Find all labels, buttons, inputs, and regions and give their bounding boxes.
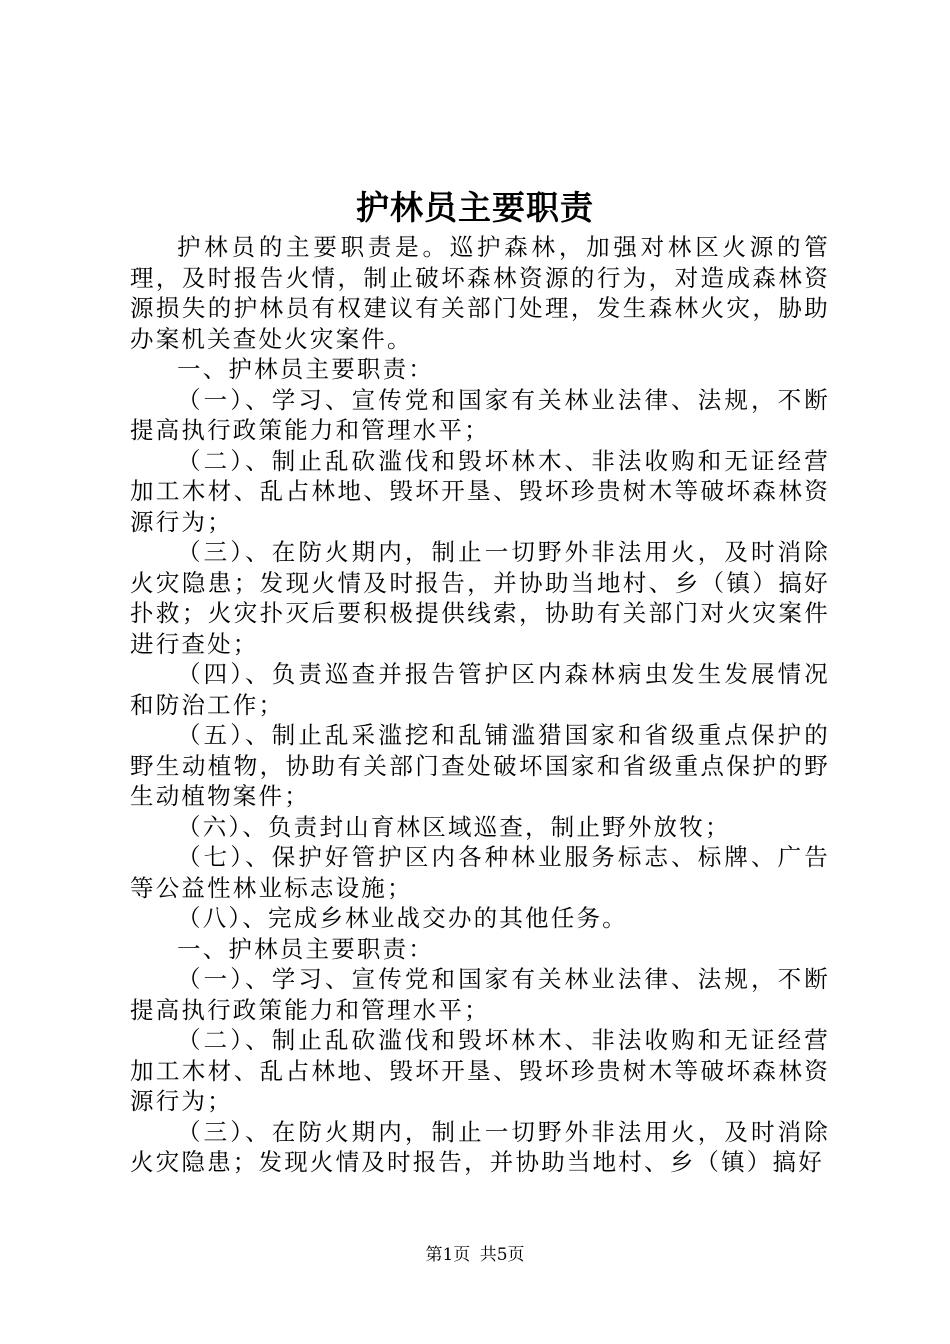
paragraph: （二）、制止乱砍滥伐和毁坏林木、非法收购和无证经营加工木材、乱占林地、毁坏开垦、毁坏珍贵树木等破坏森林资源行为； [130, 1026, 830, 1115]
page-number: 第1页 [425, 1245, 471, 1265]
paragraph: （八）、完成乡林业战交办的其他任务。 [177, 904, 628, 932]
paragraph: 一、护林员主要职责： [177, 934, 434, 963]
paragraph: （四）、负责巡查并报告管护区内森林病虫发生发展情况和防治工作； [130, 660, 830, 719]
paragraph: （六）、负责封山育林区域巡查，制止野外放牧； [177, 812, 731, 841]
paragraph: （一）、学习、宣传党和国家有关林业法律、法规，不断提高执行政策能力和管理水平； [130, 965, 830, 1024]
paragraph: 护林员的主要职责是。巡护森林，加强对林区火源的管理，及时报告火情，制止破坏森林资源的行为，对造成森林资源损失的护林员有权建议有关部门处理，发生森林火灾，胁助办案机关查处火灾案件。 [130, 233, 830, 353]
paragraph: （三）、在防火期内，制止一切野外非法用火，及时消除火灾隐患；发现火情及时报告，并协助当地村、乡（镇）搞好扑救；火灾扑灭后要积极提供线索，协助有关部门对火灾案件进行查处； [130, 538, 830, 658]
page-footer [0, 1244, 950, 1266]
document-body [130, 232, 830, 1178]
paragraph: （七）、保护好管护区内各种林业服务标志、标牌、广告等公益性林业标志设施； [130, 843, 830, 902]
page-total: 共5页 [479, 1245, 525, 1265]
paragraph: （三）、在防火期内，制止一切野外非法用火，及时消除火灾隐患；发现火情及时报告，并协助当地村、乡（镇）搞好 [130, 1117, 830, 1176]
document-title: 护林员主要职责 [356, 188, 594, 227]
paragraph: （二）、制止乱砍滥伐和毁坏林木、非法收购和无证经营加工木材、乱占林地、毁坏开垦、毁坏珍贵树木等破坏森林资源行为； [130, 446, 830, 536]
paragraph: （五）、制止乱采滥挖和乱铺滥猎国家和省级重点保护的野生动植物，协助有关部门查处破坏国家和省级重点保护的野生动植物案件； [130, 721, 830, 810]
paragraph: （一）、学习、宣传党和国家有关林业法律、法规，不断提高执行政策能力和管理水平； [130, 385, 830, 444]
paragraph: 一、护林员主要职责： [177, 355, 434, 383]
